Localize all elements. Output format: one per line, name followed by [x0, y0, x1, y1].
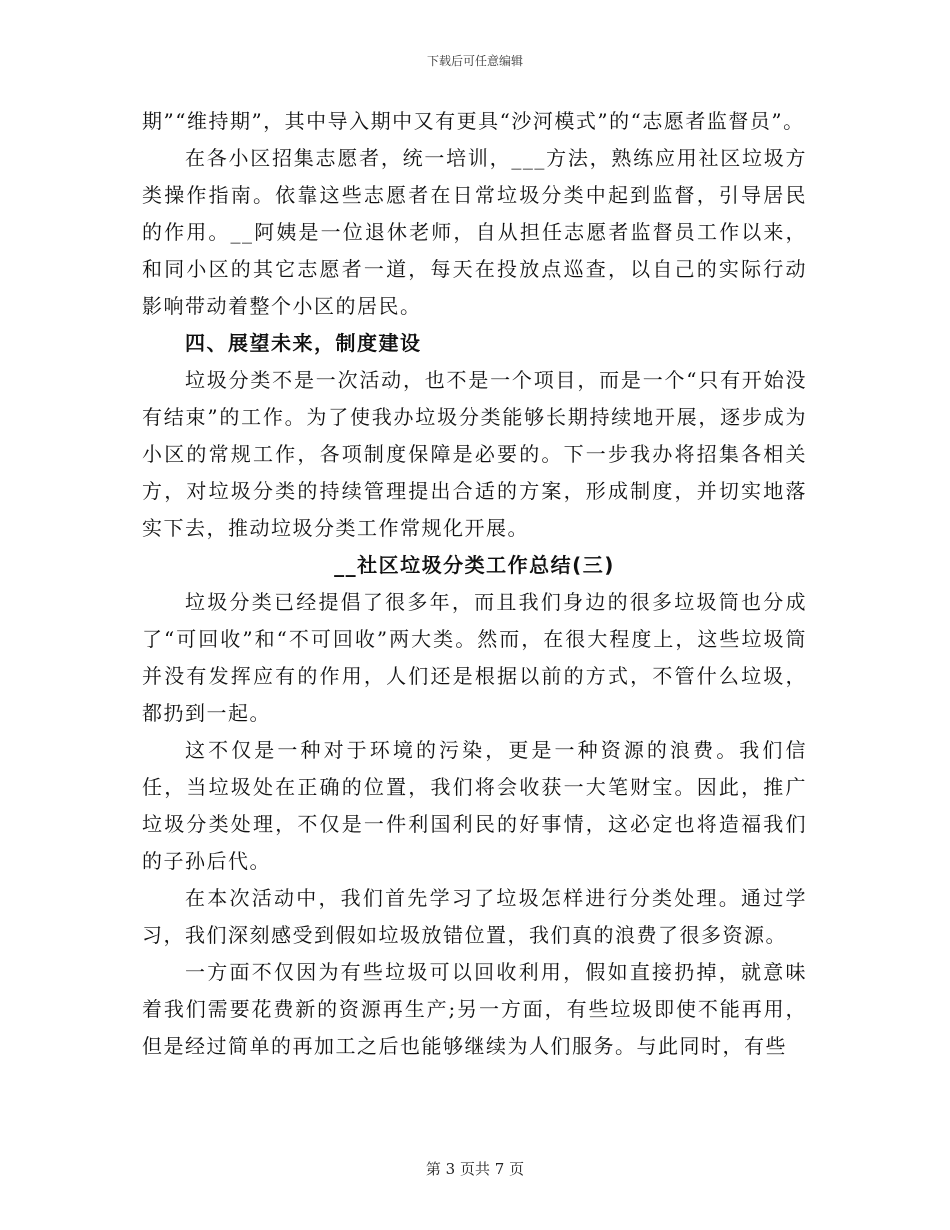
- document-body: [142, 103, 807, 1065]
- paragraph-continuation: 期”“维持期”，其中导入期中又有更具“沙河模式”的“志愿者监督员”。: [142, 109, 805, 133]
- header-note: 下载后可任意编辑: [426, 54, 523, 68]
- paragraph-recycling: 一方面不仅因为有些垃圾可以回收利用，假如直接扔掉，就意味着我们需要花费新的资源再生产;另一方面，有些垃圾即使不能再用，但是经过简单的再加工之后也能够继续为人们服务。与此同时，有些: [142, 960, 807, 1058]
- section-heading-outlook: 四、展望未来，制度建设: [185, 331, 422, 355]
- article-title: __社区垃圾分类工作总结(三): [334, 553, 615, 577]
- paragraph-outlook: 垃圾分类不是一次活动，也不是一个项目，而是一个“只有开始没有结束”的工作。为了使我办垃圾分类能够长期持续地开展，逐步成为小区的常规工作，各项制度保障是必要的。下一步我办将招集各相关方，对垃圾分类的持续管理提出合适的方案，形成制度，并切实地落实下去，推动垃圾分类工作常规化开展。: [142, 368, 807, 540]
- paragraph-pollution: 这不仅是一种对于环境的污染，更是一种资源的浪费。我们信任，当垃圾处在正确的位置，我们将会收获一大笔财宝。因此，推广垃圾分类处理，不仅是一件利国利民的好事情，这必定也将造福我们的子孙后代。: [142, 738, 807, 873]
- paragraph-intro: 垃圾分类已经提倡了很多年，而且我们身边的很多垃圾筒也分成了“可回收”和“不可回收”两大类。然而，在很大程度上，这些垃圾筒并没有发挥应有的作用，人们还是根据以前的方式，不管什么垃圾，都扔到一起。: [142, 590, 807, 725]
- paragraph-volunteers: 在各小区招集志愿者，统一培训，___方法，熟练应用社区垃圾方类操作指南。依靠这些志愿者在日常垃圾分类中起到监督，引导居民的作用。__阿姨是一位退休老师，自从担任志愿者监督员工作以来，和同小区的其它志愿者一道，每天在投放点巡查，以自己的实际行动影响带动着整个小区的居民。: [142, 146, 807, 318]
- paragraph-activity: 在本次活动中，我们首先学习了垃圾怎样进行分类处理。通过学习，我们深刻感受到假如垃圾放错位置，我们真的浪费了很多资源。: [142, 886, 807, 947]
- page-number: 第 3 页共 7 页: [425, 1160, 525, 1178]
